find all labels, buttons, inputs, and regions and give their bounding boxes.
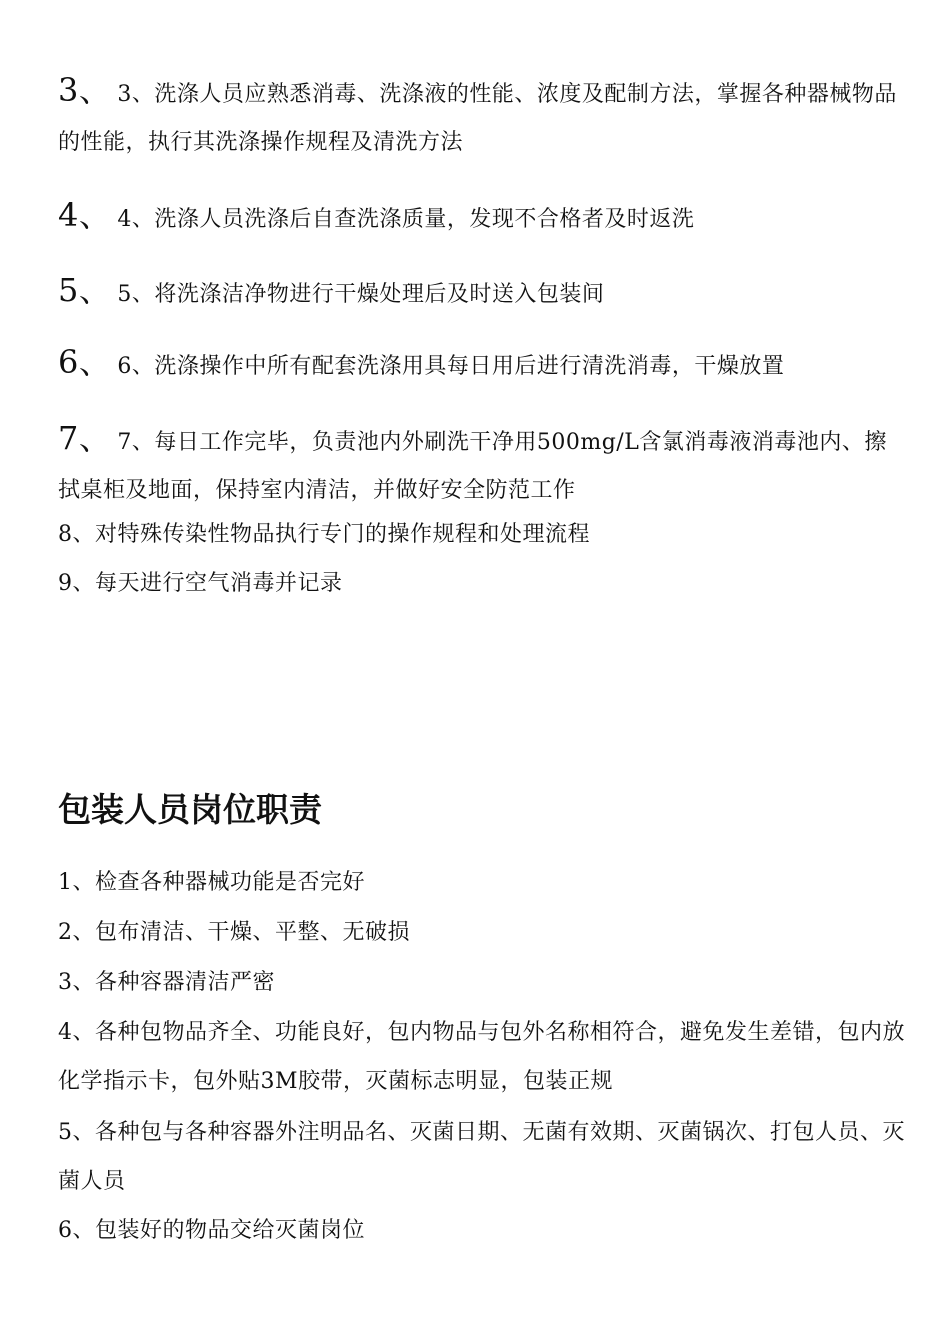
packaging-item-4: 4、各种包物品齐全、功能良好，包内物品与包外名称相符合，避免发生差错，包内放化学指示卡，包外贴3M胶带，灭菌标志明显，包装正规 [58, 1020, 905, 1094]
packaging-item-2: 2、包布清洁、干燥、平整、无破损 [58, 920, 410, 945]
duty-item-6 [58, 338, 908, 391]
duty-item-9: 9、每天进行空气消毒并记录 [58, 571, 343, 596]
duty-item-3 [58, 66, 908, 167]
packaging-item-5: 5、各种包与各种容器外注明品名、灭菌日期、无菌有效期、灭菌锅次、打包人员、灭菌人员 [58, 1120, 905, 1194]
item-number: 4、 [58, 196, 112, 234]
item-number: 5、 [58, 271, 112, 309]
packaging-item-3: 3、各种容器清洁严密 [58, 970, 275, 995]
item-text: 6、洗涤操作中所有配套洗涤用具每日用后进行清洗消毒，干燥放置 [117, 354, 785, 379]
item-text: 5、将洗涤洁净物进行干燥处理后及时送入包装间 [117, 282, 605, 307]
packaging-item-6: 6、包装好的物品交给灭菌岗位 [58, 1218, 365, 1243]
duty-item-5 [58, 266, 908, 319]
item-text: 3、洗涤人员应熟悉消毒、洗涤液的性能、浓度及配制方法，掌握各种器械物品的性能，执行其洗涤操作规程及清洗方法 [58, 82, 897, 155]
duty-item-8: 8、对特殊传染性物品执行专门的操作规程和处理流程 [58, 522, 590, 547]
packaging-item-1: 1、检查各种器械功能是否完好 [58, 870, 365, 895]
duty-item-7 [58, 414, 908, 515]
item-number: 3、 [58, 71, 112, 109]
item-number: 6、 [58, 343, 112, 381]
item-text: 4、洗涤人员洗涤后自查洗涤质量，发现不合格者及时返洗 [117, 207, 695, 232]
item-number: 7、 [58, 419, 112, 457]
section-title: 包装人员岗位职责 [58, 790, 322, 829]
duty-item-4 [58, 191, 908, 244]
item-text: 7、每日工作完毕，负责池内外刷洗干净用500mg/L含氯消毒液消毒池内、擦拭桌柜及地面，保持室内清洁，并做好安全防范工作 [58, 430, 887, 503]
